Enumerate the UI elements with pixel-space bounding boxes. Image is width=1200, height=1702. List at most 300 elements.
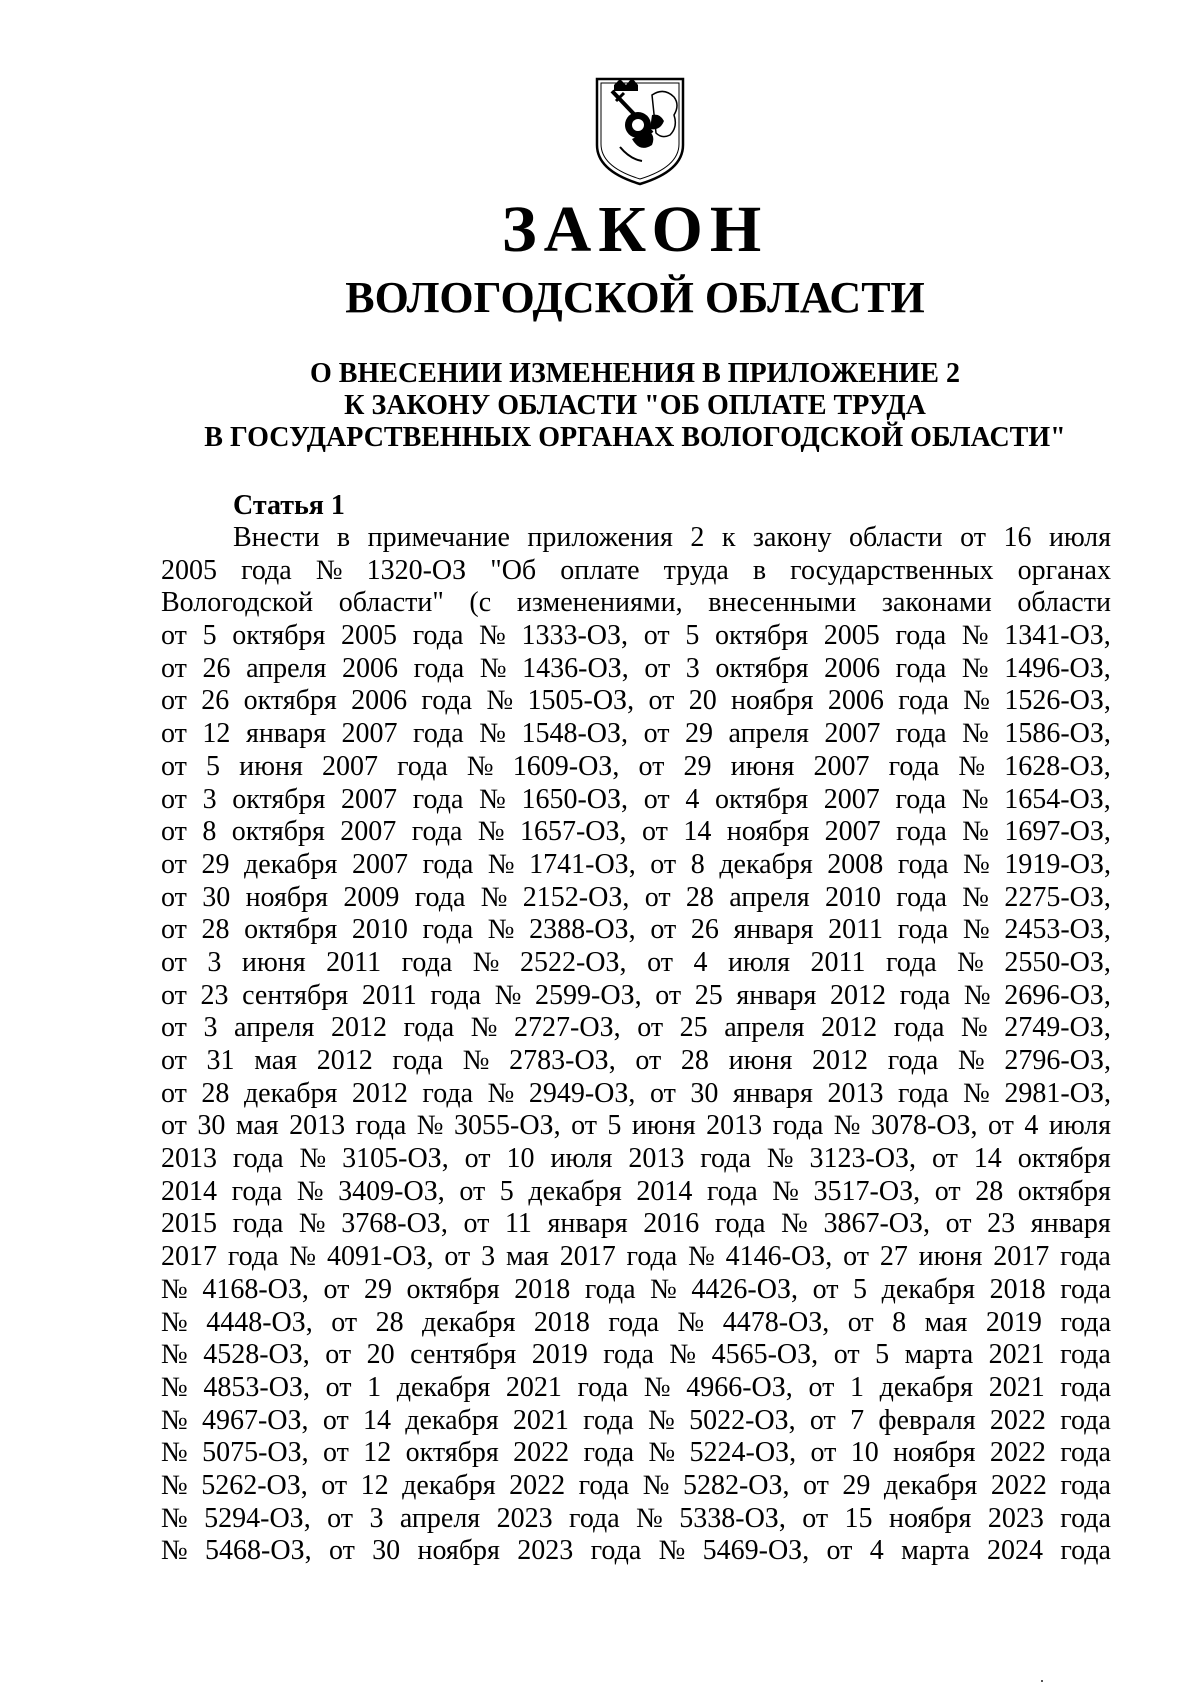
article-word: № <box>472 946 500 978</box>
article-word: 2017 <box>559 1241 616 1273</box>
article-word: 5022-ОЗ, <box>689 1404 796 1436</box>
article-word: 2388-ОЗ, <box>529 914 636 946</box>
article-word: № <box>961 620 989 652</box>
article-word: 2014 <box>636 1175 693 1207</box>
article-word: 20 <box>366 1339 395 1371</box>
article-word: 2007 <box>824 816 881 848</box>
article-word: от <box>644 652 671 684</box>
article-word: года <box>895 783 947 815</box>
article-word: 5 <box>685 620 700 652</box>
article-word: года <box>232 1208 284 1240</box>
article-word: года <box>1060 1404 1111 1436</box>
article-word: года <box>413 652 465 684</box>
article-word: от <box>809 1404 836 1436</box>
article-word: 2021 <box>505 1371 562 1403</box>
article-word: 5338-ОЗ, <box>679 1502 786 1534</box>
article-word: 28 <box>975 1175 1004 1207</box>
article-line <box>161 1307 1111 1340</box>
article-word: № <box>962 881 989 913</box>
article-word: 3055-ОЗ, <box>454 1110 561 1142</box>
article-word: от <box>464 1143 491 1175</box>
article-word: от <box>826 1535 853 1567</box>
article-word: января <box>732 1077 813 1109</box>
article-word: июня <box>730 750 795 782</box>
article-word: 2021 <box>512 1404 569 1436</box>
article-word: октября <box>1017 1175 1111 1207</box>
article-word: года <box>700 1143 751 1175</box>
article-word: года <box>569 1502 620 1534</box>
article-word: от <box>444 1241 471 1273</box>
article-word: от <box>161 979 187 1011</box>
law-title: ЗАКОН <box>501 193 769 266</box>
article-word: 1436-ОЗ, <box>522 652 629 684</box>
article-word: января <box>245 718 326 750</box>
article-word: мая <box>505 1241 549 1273</box>
article-word: года <box>608 1306 660 1338</box>
scan-speck <box>1041 1680 1043 1682</box>
article-word: июля <box>1048 1110 1111 1142</box>
article-word: года <box>411 816 463 848</box>
article-word: приложения <box>527 522 673 553</box>
article-word: апреля <box>234 1012 315 1044</box>
article-word: ноября <box>245 881 329 913</box>
article-word: № <box>961 652 989 684</box>
article-word: 2012 <box>821 1012 878 1044</box>
article-word: 4565-ОЗ, <box>711 1339 819 1371</box>
article-word: января <box>1030 1208 1111 1240</box>
article-word: 29 <box>363 1273 392 1305</box>
article-word: 2013 <box>628 1143 685 1175</box>
article-word: 2522-ОЗ, <box>519 946 627 978</box>
article-word: от <box>650 848 677 880</box>
article-word: № <box>766 1143 794 1175</box>
article-word: года <box>895 652 947 684</box>
article-word: 2011 <box>361 979 417 1011</box>
article-word: 3 <box>481 1241 496 1273</box>
article-word: 5468-ОЗ, <box>205 1535 312 1567</box>
article-word: 23 <box>200 979 229 1011</box>
article-word: от <box>843 1241 869 1273</box>
article-word: 2007 <box>824 718 881 750</box>
article-word: года <box>887 1045 939 1076</box>
article-title: Статья 1 <box>233 490 345 521</box>
article-word: года <box>888 750 940 782</box>
article-word: года <box>714 1208 766 1240</box>
article-word: 2007 <box>823 783 880 815</box>
article-word: № <box>648 1437 676 1469</box>
article-word: 2012 <box>330 1012 387 1044</box>
article-line <box>161 1503 1111 1536</box>
article-word: года <box>1060 1437 1111 1469</box>
article-word: 2018 <box>514 1273 571 1305</box>
article-word: от <box>931 1143 958 1175</box>
article-word: № <box>487 848 515 880</box>
article-word: № <box>477 816 505 848</box>
article-word: 1333-ОЗ, <box>521 620 629 652</box>
article-line <box>161 1372 1111 1405</box>
heading-line: К ЗАКОНУ ОБЛАСТИ "ОБ ОПЛАТЕ ТРУДА <box>344 390 926 421</box>
article-word: 1609-ОЗ, <box>512 750 620 782</box>
article-word: января <box>736 979 817 1011</box>
article-word: от <box>161 1110 187 1142</box>
article-word: от <box>648 685 675 717</box>
article-word: 1919-ОЗ, <box>1004 848 1111 880</box>
article-word: 4 <box>685 783 700 815</box>
article-line <box>161 587 1111 620</box>
article-word: года <box>403 1012 455 1044</box>
article-word: от <box>327 1502 354 1534</box>
article-line <box>161 751 1111 784</box>
article-word: 2152-ОЗ, <box>522 881 630 913</box>
article-word: № <box>486 685 514 717</box>
article-word: 12 <box>202 718 231 750</box>
article-word: года <box>227 1241 279 1273</box>
article-word: ноября <box>731 685 814 717</box>
article-line <box>161 1470 1111 1503</box>
article-word: года <box>401 946 453 978</box>
article-word: 26 <box>202 652 231 684</box>
article-word: 14 <box>362 1404 391 1436</box>
article-word: от <box>459 1175 486 1207</box>
article-word: 2018 <box>989 1273 1046 1305</box>
article-word: от <box>833 1339 860 1371</box>
article-word: от <box>161 1012 187 1044</box>
article-word: года <box>397 750 448 782</box>
article-word: 26 <box>690 914 719 946</box>
article-line <box>161 685 1111 718</box>
article-word: 4528-ОЗ, <box>203 1339 310 1371</box>
article-word: 2949-ОЗ, <box>528 1077 636 1109</box>
article-word: от <box>161 620 187 652</box>
article-word: 2012 <box>316 1045 373 1076</box>
article-word: года <box>422 1077 474 1109</box>
article-word: года <box>1060 1241 1111 1273</box>
article-word: года <box>626 1241 678 1273</box>
article-word: 2021 <box>988 1339 1045 1371</box>
article-word: декабря <box>422 1306 516 1338</box>
article-word: 10 <box>850 1437 879 1469</box>
article-word: 1 <box>367 1371 382 1403</box>
article-word: от <box>810 1437 837 1469</box>
article-word: 2005 <box>823 620 880 652</box>
article-word: 2599-ОЗ, <box>535 979 642 1011</box>
article-word: от <box>649 1077 676 1109</box>
article-word: декабря <box>881 1273 976 1305</box>
article-word: октября <box>243 685 337 717</box>
article-word: № <box>479 652 507 684</box>
article-word: № <box>650 1273 677 1305</box>
article-word: 1548-ОЗ, <box>521 718 629 750</box>
article-word: года <box>1060 1535 1111 1567</box>
article-word: 12 <box>363 1437 392 1469</box>
article-word: мая <box>924 1306 968 1338</box>
article-word: года <box>1060 1502 1111 1534</box>
article-word: 8 <box>892 1306 907 1338</box>
article-line <box>161 816 1111 849</box>
article-word: 29 <box>683 750 712 782</box>
article-word: марта <box>904 1339 974 1371</box>
article-word: от <box>161 914 187 946</box>
article-word: № <box>833 1110 861 1142</box>
article-word: от <box>161 1045 187 1076</box>
article-word: от <box>802 1502 829 1534</box>
article-word: ноября <box>893 1437 976 1469</box>
article-word: 3 <box>202 783 217 815</box>
article-word: от <box>328 1535 355 1567</box>
article-word: "Об <box>490 554 537 586</box>
coat-of-arms-icon <box>594 75 686 187</box>
article-line <box>161 1208 1111 1241</box>
article-word: (с <box>469 587 492 619</box>
article-word: февраля <box>878 1404 976 1436</box>
article-word: 5469-ОЗ, <box>702 1535 810 1567</box>
article-word: 4146-ОЗ, <box>725 1241 833 1273</box>
article-word: от <box>161 816 187 848</box>
article-word: от <box>161 685 187 717</box>
article-word: 31 <box>206 1045 235 1076</box>
article-word: № <box>963 685 990 717</box>
article-word: № <box>416 1110 444 1142</box>
article-word: 3 <box>369 1502 384 1534</box>
article-word: 2012 <box>812 1045 869 1076</box>
article-word: № <box>161 1371 188 1403</box>
article-word: октября <box>1017 1143 1111 1175</box>
article-word: ноября <box>726 816 810 848</box>
article-word: 4426-ОЗ, <box>691 1273 798 1305</box>
article-line <box>161 1535 1111 1568</box>
article-word: 1628-ОЗ, <box>1004 750 1111 782</box>
article-word: 2016 <box>643 1208 700 1240</box>
article-word: 2022 <box>989 1404 1046 1436</box>
article-line <box>161 522 1111 555</box>
article-word: 2007 <box>813 750 870 782</box>
article-word: 2019 <box>531 1339 588 1371</box>
article-word: года <box>413 718 464 750</box>
article-word: 2453-ОЗ, <box>1004 914 1111 946</box>
article-word: оплате <box>560 554 640 586</box>
article-line <box>161 1274 1111 1307</box>
article-word: от <box>321 1469 348 1501</box>
article-word: № <box>962 816 989 848</box>
article-word: от <box>322 1404 349 1436</box>
article-word: 3409-ОЗ, <box>338 1175 445 1207</box>
article-word: № <box>466 750 494 782</box>
article-word: № <box>658 1535 686 1567</box>
article-word: 3 <box>207 946 222 978</box>
article-word: года <box>1060 1469 1111 1501</box>
article-word: 2015 <box>161 1208 217 1240</box>
article-word: года <box>603 1339 654 1371</box>
article-word: от <box>161 848 187 880</box>
article-word: 2014 <box>161 1175 217 1207</box>
article-word: от <box>161 718 187 750</box>
article-word: апреля <box>399 1502 481 1534</box>
article-word: 1657-ОЗ, <box>519 816 627 848</box>
article-word: 2013 <box>706 1110 763 1142</box>
article-word: 3078-ОЗ, <box>870 1110 978 1142</box>
article-word: 2007 <box>341 718 398 750</box>
article-word: июля <box>550 1143 613 1175</box>
article-line <box>161 1241 1111 1274</box>
article-word: области <box>1017 587 1111 619</box>
article-word: № <box>161 1535 188 1567</box>
article-word: 2007 <box>341 783 398 815</box>
article-word: 2749-ОЗ, <box>1004 1012 1111 1044</box>
article-word: 12 <box>360 1469 389 1501</box>
article-word: № <box>677 1306 705 1338</box>
article-word: декабря <box>244 848 338 880</box>
article-word: 2005 <box>161 554 217 586</box>
article-word: № <box>669 1339 697 1371</box>
article-word: 15 <box>844 1502 873 1534</box>
article-word: 2018 <box>533 1306 590 1338</box>
article-word: года <box>232 1143 284 1175</box>
article-word: года <box>231 1175 283 1207</box>
article-word: 1654-ОЗ, <box>1004 783 1111 815</box>
article-word: мая <box>254 1045 298 1076</box>
article-word: 2796-ОЗ, <box>1004 1045 1111 1076</box>
article-word: 29 <box>201 848 230 880</box>
article-word: № <box>289 1241 317 1273</box>
article-word: 10 <box>506 1143 535 1175</box>
article-word: 28 <box>685 881 714 913</box>
article-word: от <box>325 1339 352 1371</box>
article-word: 1526-ОЗ, <box>1004 685 1111 717</box>
article-word: № <box>487 1077 515 1109</box>
article-word: декабря <box>879 1371 974 1403</box>
article-word: декабря <box>405 1404 499 1436</box>
article-word: 2783-ОЗ, <box>509 1045 616 1076</box>
article-word: труда <box>663 554 729 586</box>
article-word: декабря <box>883 1469 978 1501</box>
article-word: декабря <box>402 1469 496 1501</box>
article-word: от <box>960 522 986 553</box>
article-word: 2010 <box>824 881 881 913</box>
article-word: от <box>638 750 665 782</box>
article-word: № <box>479 620 506 652</box>
article-word: № <box>963 979 991 1011</box>
article-word: 4 <box>693 946 708 978</box>
article-word: от <box>571 1110 597 1142</box>
article-word: 4966-ОЗ, <box>686 1371 793 1403</box>
article-word: от <box>331 1306 358 1338</box>
article-word: октября <box>244 914 338 946</box>
article-word: 1505-ОЗ, <box>527 685 635 717</box>
article-word: 11 <box>504 1208 532 1240</box>
article-word: 25 <box>694 979 723 1011</box>
article-word: 4 <box>1024 1110 1039 1142</box>
article-word: 2017 <box>161 1241 217 1273</box>
article-line <box>161 620 1111 653</box>
article-word: 14 <box>683 816 712 848</box>
article-word: октября <box>232 620 326 652</box>
article-word: от <box>463 1208 490 1240</box>
article-word: 2022 <box>509 1469 566 1501</box>
article-word: 2005 <box>341 620 398 652</box>
article-word: 2 <box>690 522 705 553</box>
article-word: № <box>161 1469 188 1501</box>
article-word: от <box>647 946 673 978</box>
article-word: года <box>414 881 466 913</box>
article-word: 28 <box>375 1306 404 1338</box>
article-word: 29 <box>842 1469 871 1501</box>
article-line <box>161 555 1111 588</box>
article-word: 20 <box>688 685 717 717</box>
article-word: № <box>642 1469 670 1501</box>
article-word: 1586-ОЗ, <box>1004 718 1111 750</box>
article-word: 3105-ОЗ, <box>342 1143 449 1175</box>
article-word: № <box>781 1208 808 1240</box>
article-line <box>161 1012 1111 1045</box>
article-word: 26 <box>201 685 230 717</box>
article-word: года <box>392 1045 444 1076</box>
article-word: 2022 <box>989 1437 1046 1469</box>
article-word: года <box>590 1535 642 1567</box>
article-word: мая <box>235 1110 279 1142</box>
article-word: 28 <box>201 1077 230 1109</box>
article-word: 4478-ОЗ, <box>722 1306 830 1338</box>
article-word: № <box>958 1045 985 1076</box>
article-word: от <box>934 1175 961 1207</box>
article-word: декабря <box>396 1371 491 1403</box>
article-word: 2007 <box>340 816 397 848</box>
article-word: № <box>960 1012 988 1044</box>
article-word: № <box>962 914 990 946</box>
article-word: ноября <box>888 1502 972 1534</box>
article-word: 23 <box>987 1208 1016 1240</box>
article-word: 29 <box>684 718 713 750</box>
article-word: от <box>161 881 187 913</box>
article-line <box>161 1143 1111 1176</box>
article-word: № <box>636 1502 663 1534</box>
article-line <box>161 1176 1111 1209</box>
article-line <box>161 849 1111 882</box>
article-word: года <box>896 816 947 848</box>
article-word: года <box>583 1437 635 1469</box>
article-word: № <box>962 718 989 750</box>
article-word: 5 <box>202 620 217 652</box>
article-word: от <box>161 783 187 815</box>
article-word: № <box>963 848 990 880</box>
article-word: Внести <box>233 522 320 553</box>
article-word: от <box>642 816 668 848</box>
article-word: 1320-ОЗ <box>366 554 467 586</box>
article-word: от <box>655 979 682 1011</box>
article-word: октября <box>715 783 809 815</box>
article-word: 2019 <box>985 1306 1042 1338</box>
article-word: № <box>648 1404 675 1436</box>
article-word: 4967-ОЗ, <box>201 1404 309 1436</box>
article-word: 1697-ОЗ, <box>1004 816 1111 848</box>
article-word: № <box>161 1404 188 1436</box>
article-word: 5224-ОЗ, <box>689 1437 797 1469</box>
article-word: 5294-ОЗ, <box>204 1502 311 1534</box>
article-word: 1650-ОЗ, <box>521 783 629 815</box>
article-word: 30 <box>690 1077 719 1109</box>
article-word: года <box>899 979 951 1011</box>
article-word: от <box>643 718 670 750</box>
article-word: 3867-ОЗ, <box>823 1208 931 1240</box>
article-word: 5 <box>499 1175 514 1207</box>
article-word: 2013 <box>161 1143 217 1175</box>
article-word: 30 <box>202 881 231 913</box>
article-word: от <box>643 783 670 815</box>
article-word: 2011 <box>810 946 866 978</box>
article-word: 1496-ОЗ, <box>1004 652 1111 684</box>
article-word: от <box>323 1437 349 1469</box>
article-word: года <box>895 620 947 652</box>
article-word: года <box>893 1012 945 1044</box>
